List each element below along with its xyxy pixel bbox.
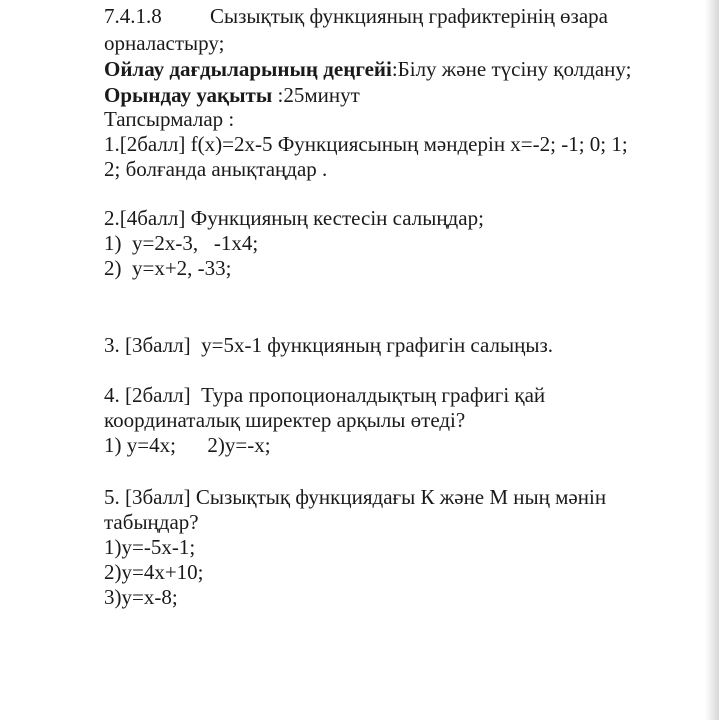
objective-title-continued: орналастыру; [104, 31, 225, 55]
task4-line2: координаталық ширектер арқылы өтеді? [104, 408, 466, 432]
task5-item1: 1)y=-5x-1; [104, 535, 196, 559]
duration-value: :25минут [272, 83, 360, 107]
task2-item2: 2) y=x+2, -33; [104, 256, 232, 280]
header-line [104, 4, 608, 28]
task2-heading: 2.[4балл] Функцияның кестесін салыңдар; [104, 206, 484, 230]
duration-line [104, 83, 360, 107]
task3-line: 3. [3балл] y=5x-1 функцияның графигін салыңыз. [104, 333, 553, 357]
task5-line2: табыңдар? [104, 510, 199, 534]
task5-item2: 2)y=4x+10; [104, 560, 204, 584]
task1-line1: 1.[2балл] f(x)=2x-5 Функциясының мәндерін x=-2; -1; 0; 1; [104, 132, 628, 156]
tasks-heading: Тапсырмалар : [104, 107, 235, 131]
objective-code: 7.4.1.8 [104, 4, 162, 28]
thinking-level-line [104, 57, 631, 81]
thinking-level-label: Ойлау дағдыларының деңгейі [104, 57, 392, 81]
page-edge-shadow [705, 0, 719, 720]
task5-line1: 5. [3балл] Сызықтық функциядағы К және М ның мәнін [104, 485, 607, 509]
task4-line1: 4. [2балл] Тура пропоционалдықтың графигі қай [104, 383, 546, 407]
duration-label: Орындау уақыты [104, 83, 273, 107]
task1-line2: 2; болғанда анықтаңдар . [104, 157, 328, 181]
thinking-level-value: :Білу және түсіну қолдану; [391, 57, 632, 81]
objective-title: Сызықтық функцияның графиктерінің өзара [210, 4, 608, 28]
task5-item3: 3)y=x-8; [104, 585, 178, 609]
task2-item1: 1) y=2x-3, -1x4; [104, 231, 259, 255]
task4-line3: 1) y=4x; 2)y=-x; [104, 433, 271, 457]
